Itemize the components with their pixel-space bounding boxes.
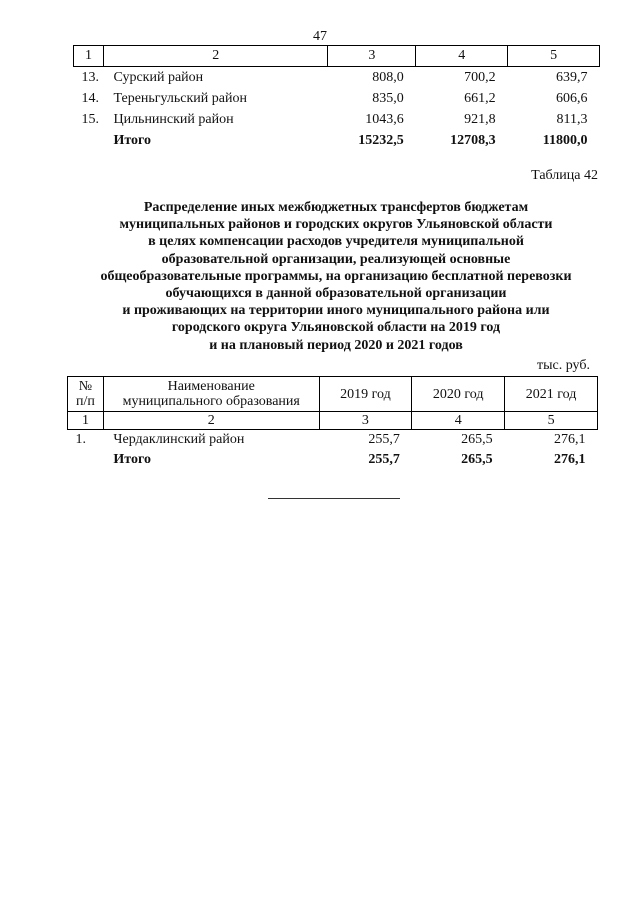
table-title — [70, 199, 602, 354]
column-number: 4 — [416, 46, 508, 67]
total-2021: 11800,0 — [542, 132, 588, 148]
column-number: 2 — [103, 46, 327, 67]
column-number: 3 — [328, 46, 416, 67]
district-name: Цильнинский район — [113, 111, 234, 127]
table-label: Таблица 42 — [531, 168, 598, 183]
column-number-row — [68, 412, 598, 430]
district-name: Тереньгульский район — [113, 90, 247, 106]
title-line: и проживающих на территории иного муниципального района или — [122, 303, 550, 319]
value-2020: 921,8 — [464, 111, 496, 127]
end-divider — [268, 498, 400, 499]
value-2019: 808,0 — [372, 69, 404, 85]
district-name: Чердаклинский район — [113, 432, 245, 447]
column-number: 3 — [319, 412, 412, 430]
district-name: Сурский район — [113, 69, 204, 85]
title-line: образовательной организации, реализующей основные — [161, 251, 511, 267]
column-number: 4 — [412, 412, 505, 430]
total-row — [68, 450, 598, 470]
header-row — [68, 377, 598, 412]
column-number: 5 — [505, 412, 598, 430]
value-2019: 835,0 — [372, 90, 404, 106]
total-2020: 265,5 — [461, 452, 493, 467]
row-number: 14. — [81, 90, 99, 106]
title-line: в целях компенсации расходов учредителя муниципальной — [148, 234, 524, 250]
value-2021: 639,7 — [556, 69, 588, 85]
transfers-table — [67, 376, 598, 470]
title-line: обучающихся в данной образовательной организации — [165, 286, 507, 302]
column-number: 2 — [103, 412, 319, 430]
header-2019: 2019 год — [319, 377, 412, 412]
page-number: 47 — [313, 29, 327, 44]
value-2021: 276,1 — [554, 432, 586, 447]
value-2020: 265,5 — [461, 432, 493, 447]
title-line: муниципальных районов и городских округов Ульяновской области — [119, 217, 553, 233]
title-line: и на плановый период 2020 и 2021 годов — [209, 337, 463, 353]
total-2019: 15232,5 — [358, 132, 404, 148]
column-number: 1 — [68, 412, 104, 430]
value-2019: 1043,6 — [365, 111, 404, 127]
value-2019: 255,7 — [368, 432, 400, 447]
title-line: Распределение иных межбюджетных трансфертов бюджетам — [143, 200, 529, 215]
header-2021: 2021 год — [505, 377, 598, 412]
table-row — [74, 88, 600, 109]
total-label: Итого — [113, 132, 152, 148]
table-row — [74, 109, 600, 130]
table-row — [74, 67, 600, 89]
column-number: 1 — [74, 46, 104, 67]
row-number: 13. — [81, 69, 99, 85]
total-label: Итого — [113, 452, 152, 467]
header-name: Наименование муниципального образования — [103, 377, 319, 412]
column-number: 5 — [508, 46, 600, 67]
value-2020: 661,2 — [464, 90, 496, 106]
header-number: № п/п — [68, 377, 104, 412]
value-2020: 700,2 — [464, 69, 496, 85]
total-2019: 255,7 — [368, 452, 400, 467]
total-2020: 12708,3 — [450, 132, 496, 148]
header-2020: 2020 год — [412, 377, 505, 412]
units-label: тыс. руб. — [537, 358, 590, 373]
row-number: 15. — [81, 111, 99, 127]
total-row — [74, 130, 600, 151]
value-2021: 606,6 — [556, 90, 588, 106]
title-line: общеобразовательные программы, на организацию бесплатной перевозки — [100, 268, 572, 284]
title-line: городского округа Ульяновской области на 2019 год — [171, 320, 501, 336]
value-2021: 811,3 — [556, 111, 588, 127]
row-number: 1. — [75, 432, 86, 447]
continued-table — [73, 45, 600, 151]
total-2021: 276,1 — [554, 452, 586, 467]
column-number-row — [74, 46, 600, 67]
table-row — [68, 430, 598, 451]
